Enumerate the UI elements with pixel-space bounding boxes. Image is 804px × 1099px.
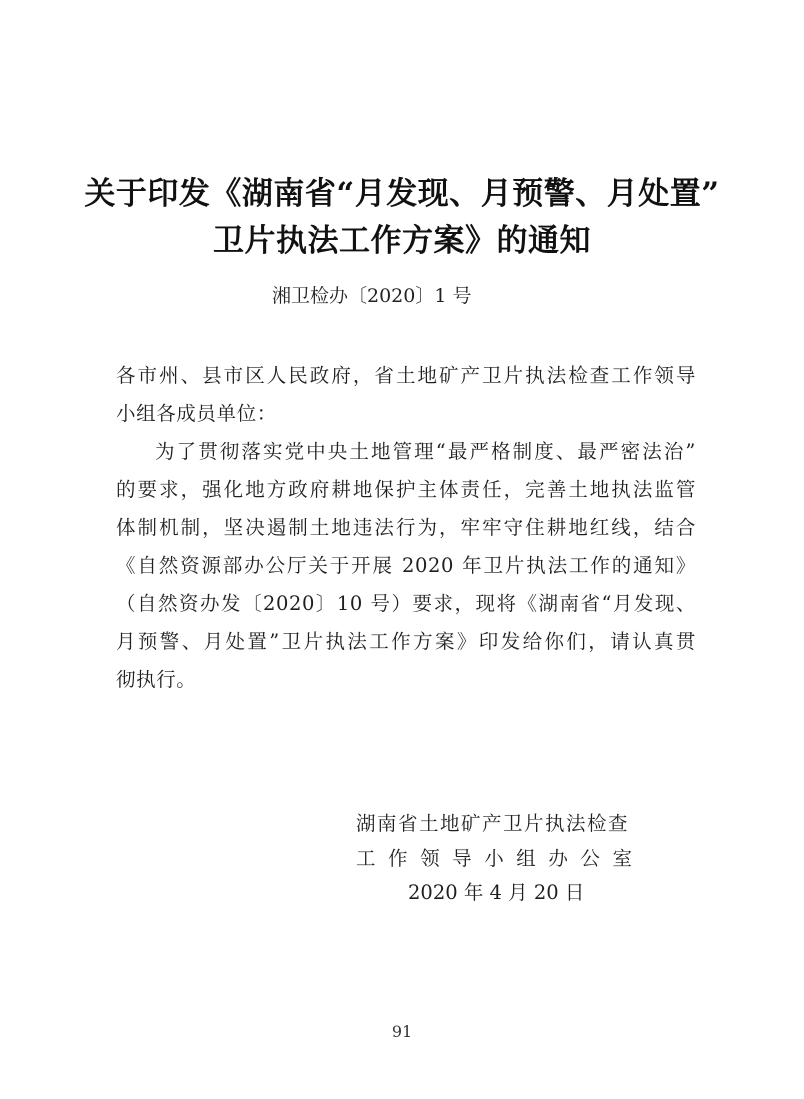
body-line-4: 的要求，强化地方政府耕地保护主体责任，完善土地执法监管	[116, 478, 696, 501]
body-line-2: 小组各成员单位：	[116, 402, 277, 425]
body-line-7: （自然资办发〔2020〕10 号）要求，现将《湖南省“月发现、	[116, 592, 696, 615]
body-line-3: 为了贯彻落实党中央土地管理“最严格制度、最严密法治”	[155, 440, 696, 463]
document-title-line-2: 卫片执法工作方案》的通知	[213, 223, 591, 259]
document-number: 湘卫检办〔2020〕1 号	[272, 285, 472, 307]
document-title-line-1: 关于印发《湖南省“月发现、月预警、月处置”	[84, 176, 720, 212]
body-line-1: 各市州、县市区人民政府，省土地矿产卫片执法检查工作领导	[116, 364, 696, 387]
body-line-9: 彻执行。	[116, 668, 197, 691]
signature-organization-line-2: 工作领导小组办公室	[356, 847, 632, 870]
body-line-8: 月预警、月处置”卫片执法工作方案》印发给你们，请认真贯	[116, 630, 696, 653]
signature-organization-line-1: 湖南省土地矿产卫片执法检查	[356, 812, 630, 835]
page-number: 91	[391, 1022, 413, 1041]
body-line-5: 体制机制，坚决遏制土地违法行为，牢牢守住耕地红线，结合	[116, 516, 696, 539]
body-line-6: 《自然资源部办公厅关于开展 2020 年卫片执法工作的通知》	[116, 554, 696, 577]
signature-date: 2020 年 4 月 20 日	[408, 881, 585, 904]
